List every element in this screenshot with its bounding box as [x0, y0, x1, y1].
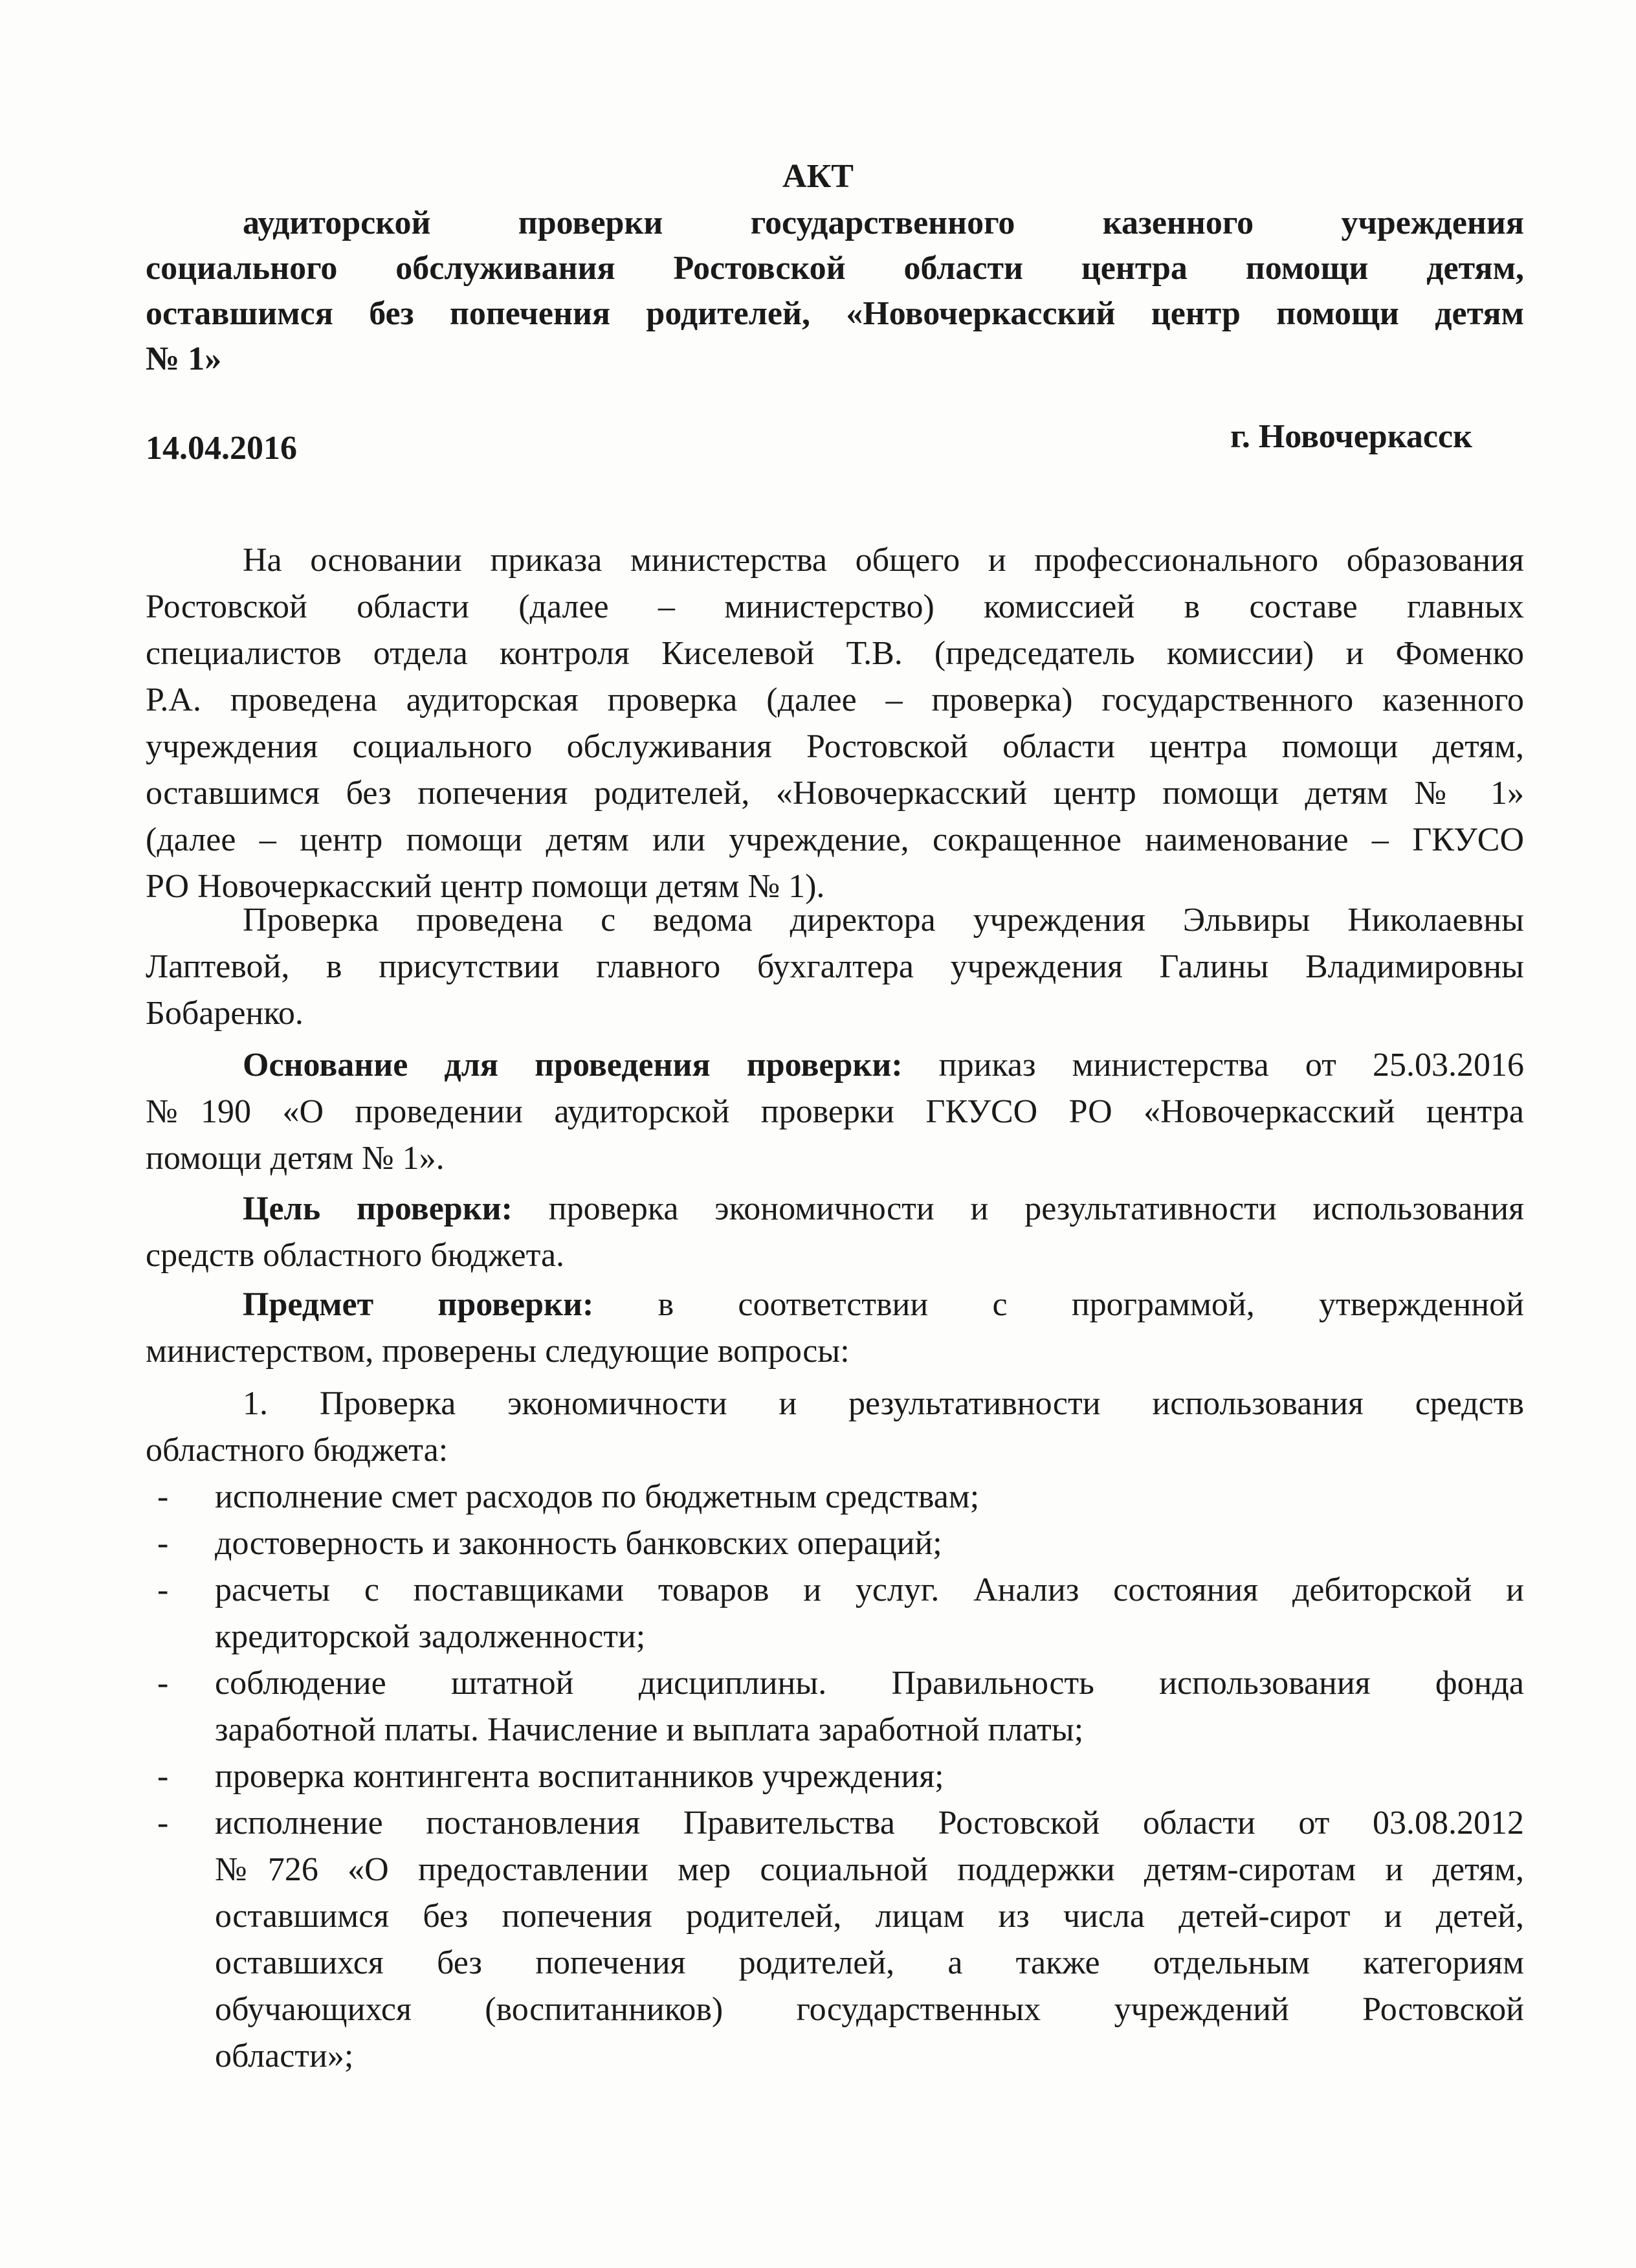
text-line: обучающихся (воспитанников) государственных учреждений Ростовской: [215, 1991, 1524, 2028]
document-subtitle: [146, 201, 1524, 382]
list-bullet: -: [157, 1805, 169, 1841]
text-line: Лаптевой, в присутствии главного бухгалтера учреждения Галины Владимировны: [146, 948, 1524, 985]
list-bullet: -: [157, 1758, 169, 1795]
text-line: исполнение смет расходов по бюджетным средствам;: [215, 1478, 980, 1515]
text-line: Р.А. проведена аудиторская проверка (далее – проверка) государственного казенного: [146, 682, 1524, 718]
list-bullet: -: [157, 1572, 169, 1608]
list-item: [146, 1567, 1524, 1660]
goal-label: Цель проверки:: [243, 1190, 513, 1227]
text-line: [146, 1186, 1524, 1232]
subtitle-line: аудиторской проверки государственного казенного учреждения: [243, 205, 1524, 241]
document-date: 14.04.2016: [146, 430, 297, 467]
grounds-label: Основание для проведения проверки:: [243, 1047, 903, 1084]
text-line: заработной платы. Начисление и выплата заработной платы;: [215, 1711, 1084, 1748]
list-item: [146, 1753, 1524, 1800]
text-line: кредиторской задолженности;: [215, 1618, 646, 1655]
text-line: оставшимся без попечения родителей, лицам из числа детей-сирот и детей,: [215, 1898, 1524, 1935]
paragraph-basis: [146, 537, 1524, 910]
list-bullet: -: [157, 1525, 169, 1562]
document-city: г. Новочеркасск: [1230, 418, 1472, 455]
paragraph-goal: [146, 1186, 1524, 1279]
subtitle-line: социального обслуживания Ростовской области центра помощи детям,: [146, 250, 1524, 287]
text-line: соблюдение штатной дисциплины. Правильность использования фонда: [215, 1665, 1524, 1702]
text-line: расчеты с поставщиками товаров и услуг. Анализ состояния дебиторской и: [215, 1572, 1524, 1608]
text-line: специалистов отдела контроля Киселевой Т.В. (председатель комиссии) и Фоменко: [146, 635, 1524, 672]
text-line: оставшимся без попечения родителей, «Новочеркасский центр помощи детям № 1»: [146, 775, 1524, 812]
text-line: 1. Проверка экономичности и результативности использования средств: [243, 1385, 1524, 1422]
paragraph-subject: [146, 1282, 1524, 1375]
subtitle-line: оставшимся без попечения родителей, «Новочеркасский центр помощи детям: [146, 295, 1524, 332]
text-line: РО Новочеркасский центр помощи детям № 1).: [146, 868, 825, 905]
text-line: Проверка проведена с ведома директора учреждения Эльвиры Николаевны: [243, 902, 1524, 939]
text-line: [146, 1282, 1524, 1328]
goal-text: проверка экономичности и результативности использования: [512, 1190, 1525, 1227]
list-bullet: -: [157, 1665, 169, 1702]
paragraph-item-1: [146, 1381, 1524, 1474]
text-line: №726 «О предоставлении мер социальной поддержки детям-сиротам и детям,: [215, 1851, 1524, 1888]
text-line: помощи детям № 1».: [146, 1140, 445, 1177]
text-line: оставшихся без попечения родителей, а также отдельным категориям: [215, 1944, 1524, 1981]
text-line: №190 «О проведении аудиторской проверки ГКУСО РО «Новочеркасский центра: [146, 1093, 1524, 1130]
subject-text: в соответствии с программой, утвержденной: [593, 1286, 1524, 1323]
subtitle-line: № 1»: [146, 340, 222, 377]
grounds-text: приказ министерства от 25.03.2016: [902, 1047, 1524, 1084]
list-item: [146, 1520, 1524, 1567]
list-item: [146, 1800, 1524, 2080]
list-bullet: -: [157, 1478, 169, 1515]
text-line: Бобаренко.: [146, 995, 304, 1032]
paragraph-grounds: [146, 1042, 1524, 1182]
text-line: области»;: [215, 2038, 354, 2074]
text-line: проверка контингента воспитанников учреждения;: [215, 1758, 944, 1795]
list-item: [146, 1660, 1524, 1753]
text-line: исполнение постановления Правительства Ростовской области от 03.08.2012: [215, 1805, 1524, 1841]
text-line: [146, 1042, 1524, 1089]
paragraph-conducted: [146, 897, 1524, 1037]
text-line: (далее – центр помощи детям или учреждение, сокращенное наименование – ГКУСО: [146, 821, 1524, 858]
text-line: На основании приказа министерства общего и профессионального образования: [243, 542, 1524, 579]
text-line: учреждения социального обслуживания Ростовской области центра помощи детям,: [146, 728, 1524, 765]
text-line: Ростовской области (далее – министерство) комиссией в составе главных: [146, 588, 1524, 625]
checked-questions-list: [146, 1474, 1524, 2080]
text-line: достоверность и законность банковских операций;: [215, 1525, 942, 1562]
document-title: АКТ: [782, 158, 854, 195]
text-line: областного бюджета:: [146, 1432, 448, 1469]
list-item: [146, 1474, 1524, 1520]
text-line: министерством, проверены следующие вопросы:: [146, 1333, 850, 1370]
subject-label: Предмет проверки:: [243, 1286, 594, 1323]
text-line: средств областного бюджета.: [146, 1237, 565, 1274]
